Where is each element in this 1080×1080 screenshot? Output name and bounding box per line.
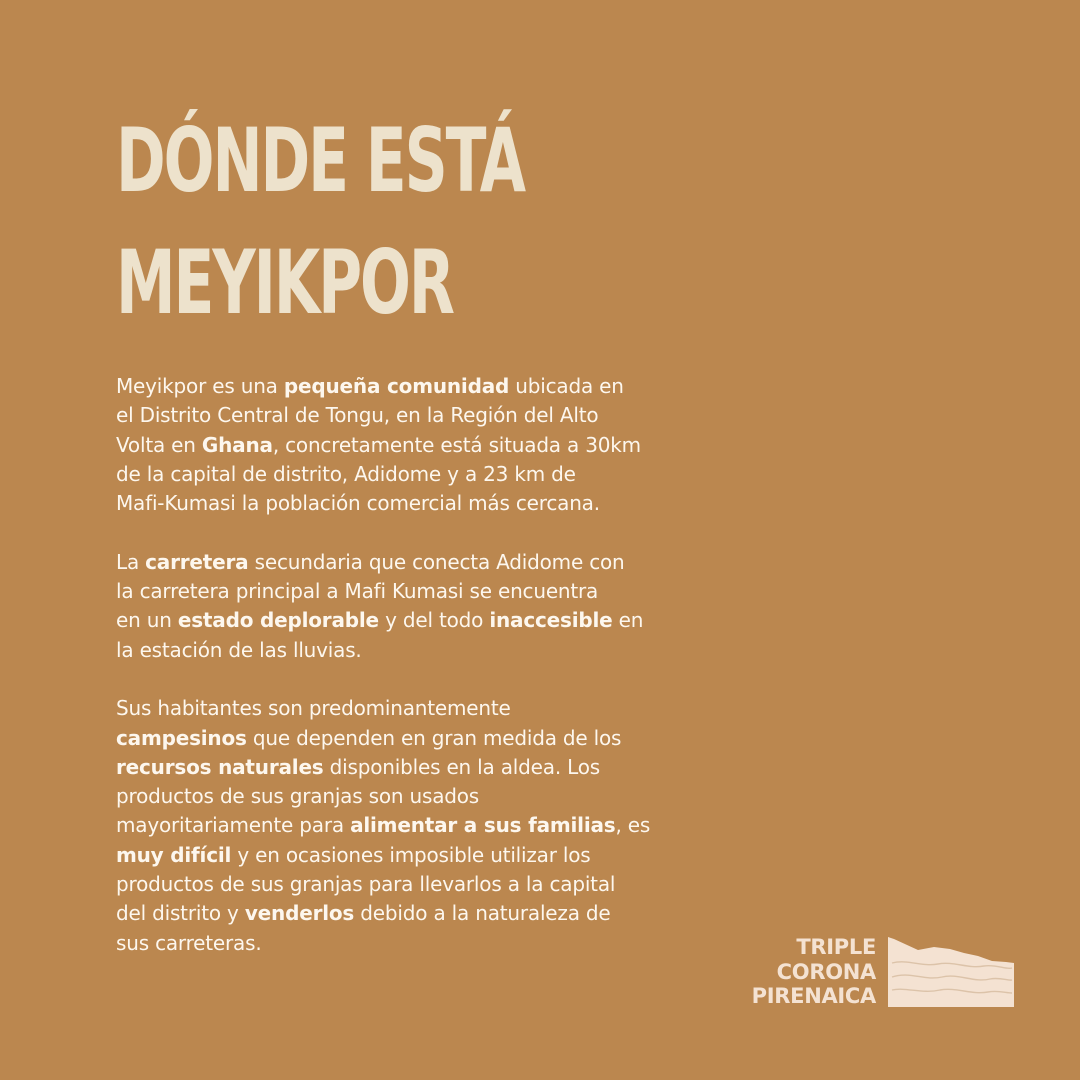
- highlight-text: alimentar a sus familias: [350, 813, 616, 838]
- highlight-text: carretera: [145, 549, 249, 574]
- text-line: mayoritariamente para alimentar a sus familias, es: [116, 813, 651, 838]
- triple-corona-pirenaica-logo: [716, 935, 1016, 1010]
- paragraph-road: [116, 548, 696, 665]
- highlight-text: muy difícil: [116, 842, 232, 867]
- mountain-profile-icon: [888, 937, 1014, 1007]
- text-line: el Distrito Central de Tongu, en la Región del Alto: [116, 403, 599, 428]
- highlight-text: inaccesible: [489, 608, 613, 633]
- text-line: productos de sus granjas son usados: [116, 784, 480, 809]
- highlight-text: recursos naturales: [116, 754, 324, 779]
- highlight-text: Ghana: [201, 432, 273, 457]
- text-line: campesinos que dependen en gran medida de los: [116, 725, 622, 750]
- page-title: [116, 100, 524, 344]
- text-line: Mafi-Kumasi la población comercial más cercana.: [116, 491, 600, 516]
- text-line: La carretera secundaria que conecta Adidome con: [116, 549, 625, 574]
- text-line: productos de sus granjas para llevarlos a la capital: [116, 872, 616, 897]
- text-line: muy difícil y en ocasiones imposible utilizar los: [116, 842, 591, 867]
- text-line: del distrito y venderlos debido a la naturaleza de: [116, 901, 611, 926]
- highlight-text: venderlos: [244, 901, 355, 926]
- highlight-text: campesinos: [116, 725, 247, 750]
- highlight-text: estado deplorable: [177, 608, 379, 633]
- page-title-line-2: MEYIKPOR: [116, 231, 453, 334]
- logo-line-3: PIRENAICA: [751, 984, 876, 1008]
- text-line: la carretera principal a Mafi Kumasi se encuentra: [116, 579, 599, 604]
- text-line: la estación de las lluvias.: [116, 637, 362, 662]
- text-line: sus carreteras.: [116, 930, 262, 955]
- text-line: Volta en Ghana, concretamente está situada a 30km: [116, 432, 641, 457]
- logo-wordmark: [752, 935, 876, 1009]
- text-line: recursos naturales disponibles en la aldea. Los: [116, 754, 600, 779]
- text-line: en un estado deplorable y del todo inaccesible en: [116, 608, 644, 633]
- text-line: Meyikpor es una pequeña comunidad ubicada en: [116, 374, 624, 398]
- highlight-text: pequeña comunidad: [283, 374, 510, 398]
- page-title-line-1: DÓNDE ESTÁ: [116, 109, 525, 212]
- paragraph-inhabitants: [116, 694, 696, 958]
- text-line: Sus habitantes son predominantemente: [116, 696, 511, 721]
- body-text: [116, 372, 696, 987]
- logo-line-2: CORONA: [776, 959, 876, 984]
- logo-line-1: TRIPLE: [796, 935, 876, 959]
- paragraph-location: [116, 372, 696, 518]
- text-line: de la capital de distrito, Adidome y a 23 km de: [116, 461, 576, 486]
